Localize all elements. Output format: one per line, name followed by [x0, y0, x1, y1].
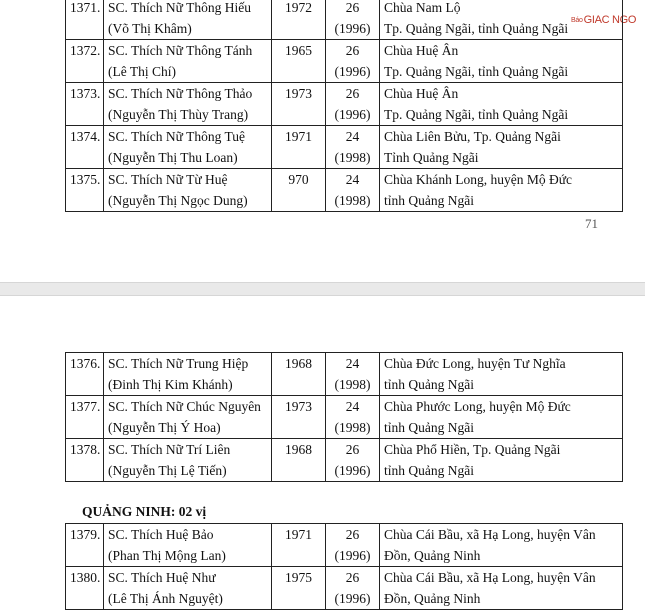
- ordination-year: (1998): [334, 150, 371, 165]
- temple-cell: [380, 40, 623, 83]
- lay-name: (Đinh Thị Kim Khánh): [108, 377, 233, 392]
- lay-name: (Nguyễn Thị Thu Loan): [108, 150, 238, 165]
- ordination-year: (1996): [334, 548, 371, 563]
- ordination-age: 24: [345, 356, 360, 371]
- ordination-age: 24: [345, 129, 360, 144]
- monastic-name: SC. Thích Nữ Từ Huệ: [108, 172, 228, 187]
- birth-year: 1965: [272, 40, 326, 83]
- document-page-2: [0, 296, 645, 606]
- temple-cell: [380, 524, 623, 567]
- table-row: [66, 0, 623, 40]
- ordination-age: 24: [345, 399, 360, 414]
- temple-location: tỉnh Quảng Ngãi: [384, 193, 474, 208]
- temple-cell: [380, 0, 623, 40]
- monastic-name-cell: [104, 396, 272, 439]
- lay-name: (Lê Thị Ánh Nguyệt): [108, 591, 223, 606]
- ordination-age: 26: [345, 442, 360, 457]
- temple-location: Đồn, Quảng Ninh: [384, 591, 481, 606]
- temple-name: Chùa Đức Long, huyện Tư Nghĩa: [384, 356, 566, 371]
- lay-name: (Phan Thị Mộng Lan): [108, 548, 226, 563]
- monastic-name-cell: [104, 524, 272, 567]
- temple-cell: [380, 126, 623, 169]
- monastic-name-cell: [104, 126, 272, 169]
- ordination-cell: [326, 83, 380, 126]
- ordination-cell: [326, 524, 380, 567]
- temple-cell: [380, 567, 623, 610]
- birth-year: 1968: [272, 439, 326, 482]
- monastic-name-cell: [104, 353, 272, 396]
- lay-name: (Nguyễn Thị Ý Hoa): [108, 420, 221, 435]
- table-row: [66, 396, 623, 439]
- birth-year: 1972: [272, 0, 326, 40]
- ordination-age: 26: [345, 570, 360, 585]
- birth-year: 1971: [272, 126, 326, 169]
- temple-location: Tp. Quảng Ngãi, tỉnh Quảng Ngãi: [384, 21, 569, 36]
- table-row: [66, 567, 623, 610]
- ordination-cell: [326, 126, 380, 169]
- entry-number: 1379.: [66, 524, 104, 567]
- ordination-year: (1996): [334, 64, 371, 79]
- temple-cell: [380, 83, 623, 126]
- registry-table-1: [65, 0, 623, 212]
- birth-year: 1968: [272, 353, 326, 396]
- monastic-name: SC. Thích Nữ Thông Thảo: [108, 86, 253, 101]
- monastic-name: SC. Thích Nữ Trí Liên: [108, 442, 231, 457]
- table-row: [66, 524, 623, 567]
- monastic-name-cell: [104, 83, 272, 126]
- table-row: [66, 40, 623, 83]
- monastic-name: SC. Thích Nữ Chúc Nguyên: [108, 399, 261, 414]
- ordination-age: 26: [345, 43, 360, 58]
- ordination-cell: [326, 353, 380, 396]
- monastic-name: SC. Thích Nữ Thông Hiếu: [108, 0, 251, 15]
- entry-number: 1371.: [66, 0, 104, 40]
- birth-year: 1975: [272, 567, 326, 610]
- registry-table-2: [65, 352, 623, 482]
- monastic-name: SC. Thích Huệ Bảo: [108, 527, 214, 542]
- entry-number: 1378.: [66, 439, 104, 482]
- ordination-cell: [326, 567, 380, 610]
- ordination-cell: [326, 40, 380, 83]
- entry-number: 1375.: [66, 169, 104, 212]
- lay-name: (Nguyễn Thị Thùy Trang): [108, 107, 249, 122]
- temple-name: Chùa Nam Lộ: [384, 0, 461, 15]
- entry-number: 1372.: [66, 40, 104, 83]
- entry-number: 1376.: [66, 353, 104, 396]
- temple-name: Chùa Liên Bửu, Tp. Quảng Ngãi: [384, 129, 561, 144]
- table-row: [66, 169, 623, 212]
- section-title-quang-ninh: QUẢNG NINH: 02 vị: [82, 504, 207, 519]
- temple-location: tỉnh Quảng Ngãi: [384, 420, 474, 435]
- birth-year: 1971: [272, 524, 326, 567]
- table-row: [66, 83, 623, 126]
- ordination-cell: [326, 396, 380, 439]
- table-row: [66, 439, 623, 482]
- ordination-year: (1996): [334, 591, 371, 606]
- temple-location: Tp. Quảng Ngãi, tỉnh Quảng Ngãi: [384, 107, 569, 122]
- page-separator: [0, 282, 645, 296]
- birth-year: 970: [272, 169, 326, 212]
- monastic-name: SC. Thích Nữ Trung Hiệp: [108, 356, 249, 371]
- lay-name: (Nguyễn Thị Lệ Tiến): [108, 463, 227, 478]
- ordination-year: (1998): [334, 193, 371, 208]
- lay-name: (Võ Thị Khâm): [108, 21, 192, 36]
- monastic-name-cell: [104, 169, 272, 212]
- document-page-1: [0, 0, 645, 282]
- temple-location: Tỉnh Quảng Ngãi: [384, 150, 479, 165]
- temple-name: Chùa Khánh Long, huyện Mộ Đức: [384, 172, 573, 187]
- entry-number: 1373.: [66, 83, 104, 126]
- page-number: 71: [585, 216, 598, 231]
- monastic-name: SC. Thích Nữ Thông Tuệ: [108, 129, 245, 144]
- temple-cell: [380, 353, 623, 396]
- temple-location: tỉnh Quảng Ngãi: [384, 463, 474, 478]
- temple-name: Chùa Phước Long, huyện Mộ Đức: [384, 399, 571, 414]
- ordination-year: (1996): [334, 463, 371, 478]
- monastic-name-cell: [104, 0, 272, 40]
- monastic-name: SC. Thích Nữ Thông Tánh: [108, 43, 253, 58]
- temple-location: Tp. Quảng Ngãi, tỉnh Quảng Ngãi: [384, 64, 569, 79]
- temple-name: Chùa Cái Bầu, xã Hạ Long, huyện Vân: [384, 570, 596, 585]
- temple-name: Chùa Huệ Ân: [384, 43, 459, 58]
- ordination-year: (1996): [334, 107, 371, 122]
- temple-name: Chùa Phổ Hiền, Tp. Quảng Ngãi: [384, 442, 561, 457]
- lay-name: (Lê Thị Chí): [108, 64, 176, 79]
- ordination-year: (1996): [334, 21, 371, 36]
- temple-name: Chùa Cái Bầu, xã Hạ Long, huyện Vân: [384, 527, 596, 542]
- temple-name: Chùa Huệ Ân: [384, 86, 459, 101]
- entry-number: 1374.: [66, 126, 104, 169]
- monastic-name-cell: [104, 567, 272, 610]
- lay-name: (Nguyễn Thị Ngọc Dung): [108, 193, 248, 208]
- monastic-name: SC. Thích Huệ Như: [108, 570, 216, 585]
- ordination-cell: [326, 439, 380, 482]
- birth-year: 1973: [272, 83, 326, 126]
- monastic-name-cell: [104, 40, 272, 83]
- temple-cell: [380, 396, 623, 439]
- birth-year: 1973: [272, 396, 326, 439]
- entry-number: 1377.: [66, 396, 104, 439]
- table-row: [66, 126, 623, 169]
- ordination-cell: [326, 169, 380, 212]
- ordination-age: 26: [345, 86, 360, 101]
- ordination-year: (1998): [334, 377, 371, 392]
- temple-location: tỉnh Quảng Ngãi: [384, 377, 474, 392]
- registry-table-3: [65, 523, 623, 610]
- ordination-cell: [326, 0, 380, 40]
- temple-location: Đồn, Quảng Ninh: [384, 548, 481, 563]
- entry-number: 1380.: [66, 567, 104, 610]
- ordination-age: 26: [345, 527, 360, 542]
- ordination-age: 26: [345, 0, 360, 15]
- table-row: [66, 353, 623, 396]
- ordination-year: (1998): [334, 420, 371, 435]
- ordination-age: 24: [345, 172, 360, 187]
- temple-cell: [380, 439, 623, 482]
- newspaper-watermark-logo: BáoGIAC NGO: [571, 14, 637, 26]
- temple-cell: [380, 169, 623, 212]
- monastic-name-cell: [104, 439, 272, 482]
